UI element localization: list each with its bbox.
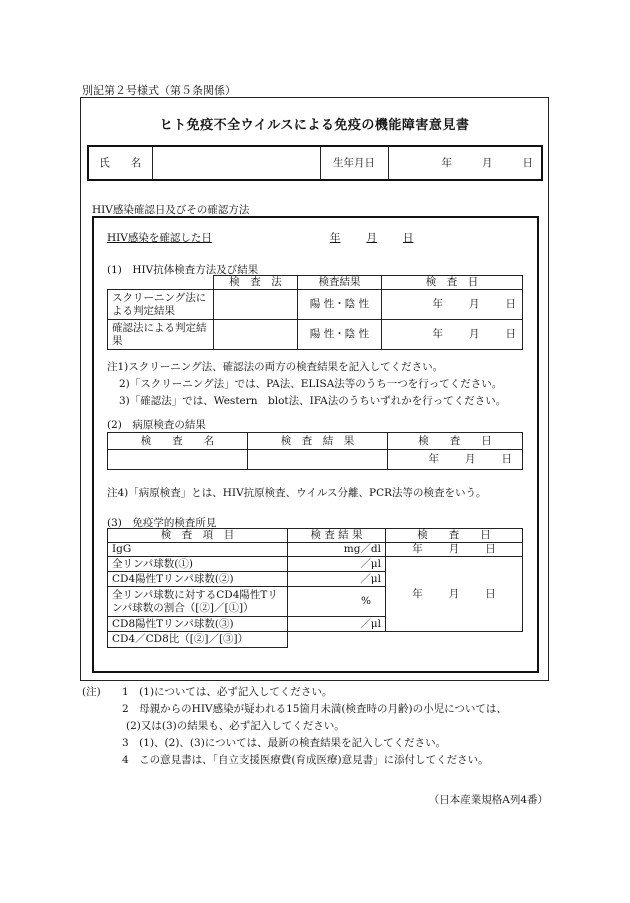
birth-date-field[interactable] — [388, 146, 542, 180]
birth-label: 生年月日 — [320, 146, 388, 180]
antibody-table — [107, 275, 523, 350]
notes1 — [107, 359, 532, 410]
name-label: 氏 名 — [88, 146, 152, 180]
s1-title: (1) HIV抗体検査方法及び結果 — [107, 264, 259, 276]
confirm-year-unit: 年 — [329, 232, 341, 244]
s3-row-result[interactable]: ／μl — [288, 617, 386, 632]
s3-row-result[interactable]: mg／dl — [288, 543, 386, 557]
s3-shared-date[interactable]: 年 月 日 — [386, 557, 523, 632]
header-table — [87, 145, 543, 181]
confirm-date-line[interactable] — [107, 230, 417, 257]
s2-result-field[interactable] — [248, 450, 388, 470]
note-2: 2)「スクリーニング法」では、PA法、ELISA法等のうち一つを行ってください。 — [119, 378, 503, 390]
form-title: ヒト免疫不全ウイルスによる免疫の機能障害意見書 — [159, 118, 470, 133]
s3-row-item: 全リンパ球数に対するCD4陽性Tリンパ球数の割合（[②]／[①]） — [108, 587, 288, 617]
s3-col-date: 検 査 日 — [386, 529, 523, 543]
s3-col-result: 検 査 結 果 — [288, 529, 386, 543]
section-title: HIV感染確認日及びその確認方法 — [92, 204, 250, 216]
s2-col-date: 検 査 日 — [388, 433, 523, 450]
footnote-2: 2 母親からのHIV感染が疑われる15箇月未満(検査時の月齢)の小児については、 — [122, 703, 507, 715]
form-id: 別記第２号様式（第５条関係） — [82, 84, 236, 97]
s1-col-method: 検 査 法 — [214, 276, 298, 290]
s3-row-item: CD4／CD8比（[②]／[③]） — [108, 632, 288, 648]
note-3: 3)「確認法」では、Western blot法、IFA法のうちいずれかを行ってください。 — [119, 395, 507, 407]
footnotes-label: (注) — [82, 686, 101, 698]
s1-col-result: 検査結果 — [298, 276, 382, 290]
s1-screening-result[interactable]: 陽 性・陰 性 — [298, 290, 382, 320]
s1-col-date: 検 査 日 — [382, 276, 523, 290]
s1-screening-method-field[interactable] — [214, 290, 298, 320]
confirm-day-unit: 日 — [402, 232, 414, 244]
s2-col-name: 検 査 名 — [108, 433, 248, 450]
confirm-date-label: HIV感染を確認した日 — [107, 232, 212, 244]
paper-size: （日本産業規格A列4番） — [428, 794, 548, 806]
birth-year-unit: 年 — [441, 156, 452, 169]
s3-igg-date[interactable]: 年 月 日 — [386, 543, 523, 557]
footnote-3: 3 (1)、(2)、(3)については、最新の検査結果を記入してください。 — [122, 737, 447, 749]
footnotes — [82, 684, 552, 769]
s3-row-item: 全リンパ球数(①) — [108, 557, 288, 572]
footnote-2-cont: (2)又は(3)の結果も、必ず記入してください。 — [126, 720, 345, 732]
s3-title: (3) 免疫学的検査所見 — [107, 517, 217, 529]
s2-name-field[interactable] — [108, 450, 248, 470]
footnote-1: 1 (1)については、必ず記入してください。 — [122, 686, 333, 698]
note-4: 注4)「病原検査」とは、HIV抗原検査、ウイルス分離、PCR法等の検査をいう。 — [107, 487, 487, 499]
immunology-table — [107, 528, 523, 648]
s2-date-field[interactable]: 年 月 日 — [388, 450, 523, 470]
s3-row-item: CD4陽性Tリンパ球数(②) — [108, 572, 288, 587]
pathogen-table — [107, 432, 523, 470]
s3-row-item: CD8陽性Tリンパ球数(③) — [108, 617, 288, 632]
footnote-4: 4 この意見書は、「自立支援医療費(育成医療)意見書」に添付してください。 — [122, 754, 489, 766]
name-field[interactable] — [152, 146, 320, 180]
s1-screening-date[interactable]: 年 月 日 — [382, 290, 523, 320]
s3-row-result[interactable]: % — [288, 587, 386, 617]
s1-confirm-date[interactable]: 年 月 日 — [382, 320, 523, 350]
s1-confirm-result[interactable]: 陽 性・陰 性 — [298, 320, 382, 350]
s1-row-confirm-label: 確認法による判定結果 — [108, 320, 214, 350]
s3-row-result[interactable]: ／μl — [288, 557, 386, 572]
s3-row-item: IgG — [108, 543, 288, 557]
note-1: 注1)スクリーニング法、確認法の両方の検査結果を記入してください。 — [107, 361, 444, 373]
s3-col-item: 検 査 項 目 — [108, 529, 288, 543]
s3-row-result[interactable]: ／μl — [288, 572, 386, 587]
birth-month-unit: 月 — [482, 156, 493, 169]
confirm-month-unit: 月 — [366, 232, 377, 244]
s1-confirm-method-field[interactable] — [214, 320, 298, 350]
s1-row-screening-label: スクリーニング法による判定結果 — [108, 290, 214, 320]
birth-day-unit: 日 — [522, 156, 533, 169]
s2-title: (2) 病原検査の結果 — [107, 419, 206, 431]
s2-col-result: 検 査 結 果 — [248, 433, 388, 450]
